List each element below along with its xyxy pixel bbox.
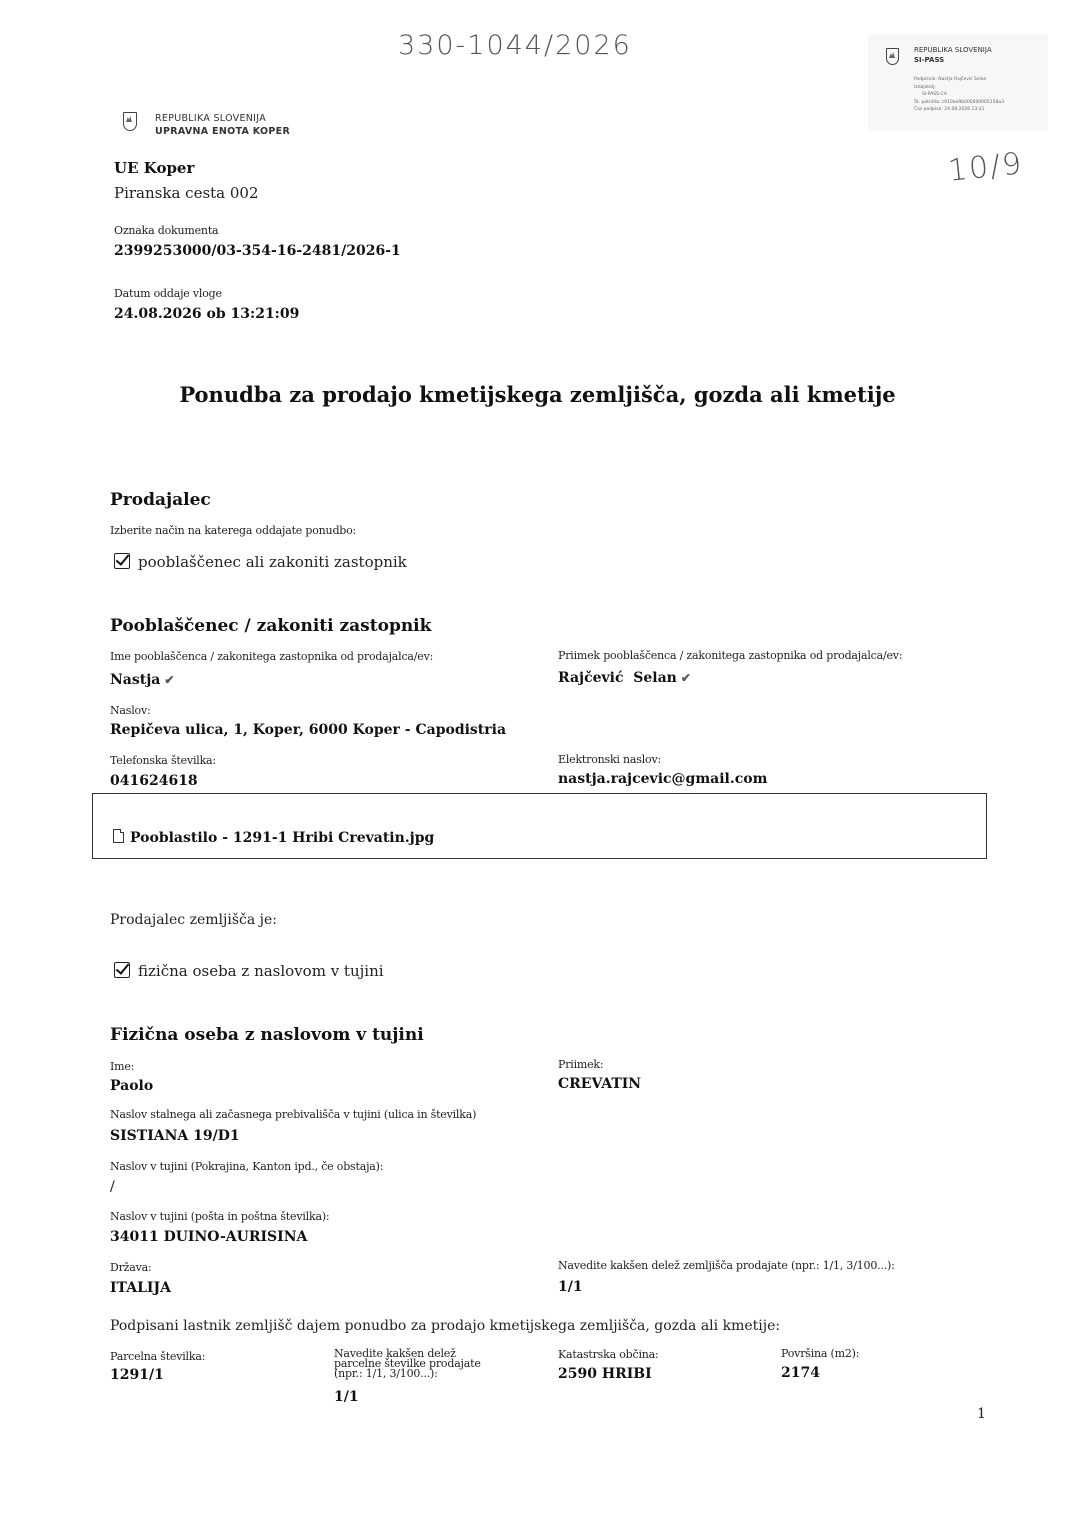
fp-share: 1/1 (558, 1279, 583, 1295)
rep-address-label: Naslov: (110, 704, 151, 717)
stamp-details (914, 76, 1044, 114)
seller-type-prompt: Prodajalec zemljišča je: (110, 912, 277, 928)
submission-date-value: 24.08.2026 ob 13:21:09 (114, 306, 300, 322)
rep-first-name-value: Nastja (110, 672, 161, 688)
checkbox-checked-icon (114, 962, 130, 978)
rep-last-name-label: Priimek pooblaščenca / zakonitega zastopnika od prodajalca/ev: (558, 649, 903, 662)
rep-email: nastja.rajcevic@gmail.com (558, 771, 768, 787)
rep-address: Repičeva ulica, 1, Koper, 6000 Koper - Capodistria (110, 722, 507, 738)
recipient-name: UE Koper (114, 159, 195, 177)
rep-first-name (110, 672, 174, 688)
recipient-address: Piranska cesta 002 (114, 184, 259, 202)
stamp-line1: REPUBLIKA SLOVENIJA (914, 46, 992, 54)
seller-type-option-label: fizična oseba z naslovom v tujini (138, 962, 384, 980)
fp-first-name-label: Ime: (110, 1060, 135, 1073)
attachment-filename: Pooblastilo - 1291-1 Hribi Crevatin.jpg (130, 830, 435, 846)
offer-statement: Podpisani lastnik zemljišč dajem ponudbo za prodajo kmetijskega zemljišča, gozda ali kmetije: (110, 1318, 781, 1334)
area-label: Površina (m2): (781, 1347, 860, 1360)
seller-option-label: pooblaščenec ali zakoniti zastopnik (138, 553, 407, 571)
file-icon (113, 829, 124, 843)
stamp-detail: Št. potrdila: c910ae9b000000005158a3 (914, 99, 1004, 105)
handwritten-page-marker: 10/9 (946, 146, 1025, 189)
stamp-line2: SI-PASS (914, 56, 945, 64)
fp-street-label: Naslov stalnega ali začasnega prebivališča v tujini (ulica in številka) (110, 1108, 477, 1121)
rep-last-name-value: Rajčević Selan (558, 670, 677, 686)
stamp-detail: Čas podpisa: 24.08.2026 13:21 (914, 107, 985, 112)
fp-first-name: Paolo (110, 1078, 154, 1094)
foreign-person-heading: Fizična oseba z naslovom v tujini (110, 1025, 424, 1045)
coat-of-arms-icon (886, 48, 899, 65)
seller-heading: Prodajalec (110, 490, 211, 510)
handwritten-file-number: 330-1044/2026 (398, 30, 632, 61)
cadastral-label: Katastrska občina: (558, 1348, 659, 1361)
fp-country: ITALIJA (110, 1280, 171, 1296)
stamp-detail: Podpisnik: Nastja Rajčević Selan (914, 77, 987, 82)
rep-first-name-label: Ime pooblaščenca / zakonitega zastopnika od prodajalca/ev: (110, 650, 434, 663)
seller-type-option (114, 962, 384, 980)
document-title: Ponudba za prodajo kmetijskega zemljišča, gozda ali kmetije (179, 382, 896, 407)
checkbox-checked-icon (114, 553, 130, 569)
seller-option (114, 553, 407, 571)
parcel-share: 1/1 (334, 1389, 359, 1405)
fp-post-label: Naslov v tujini (pošta in poštna številka): (110, 1210, 330, 1223)
page-number: 1 (977, 1406, 986, 1422)
fp-region: / (110, 1179, 115, 1195)
fp-country-label: Država: (110, 1261, 152, 1274)
org-line1: REPUBLIKA SLOVENIJA (155, 113, 267, 124)
verified-check-icon: ✔ (164, 673, 175, 687)
fp-post: 34011 DUINO-AURISINA (110, 1229, 308, 1245)
seller-prompt: Izberite način na katerega oddajate ponudbo: (110, 524, 357, 537)
fp-street: SISTIANA 19/D1 (110, 1128, 240, 1144)
stamp-detail: Izdajatelj: (914, 84, 936, 90)
parcel-share-label: Navedite kakšen delež parcelne številke prodajate (npr.: 1/1, 3/100...): (334, 1347, 481, 1380)
stamp-detail: SI-PASS-CA (922, 92, 947, 97)
cadastral-municipality: 2590 HRIBI (558, 1366, 652, 1382)
fp-share-label: Navedite kakšen delež zemljišča prodajate (npr.: 1/1, 3/100...): (558, 1259, 895, 1272)
parcel-number: 1291/1 (110, 1367, 164, 1383)
rep-email-label: Elektronski naslov: (558, 753, 661, 766)
rep-phone: 041624618 (110, 773, 198, 789)
area-value: 2174 (781, 1365, 820, 1381)
fp-last-name: CREVATIN (558, 1076, 642, 1092)
rep-phone-label: Telefonska številka: (110, 754, 216, 767)
parcel-label: Parcelna številka: (110, 1350, 206, 1363)
verified-check-icon: ✔ (680, 671, 691, 685)
rep-last-name (558, 670, 691, 686)
representative-heading: Pooblaščenec / zakoniti zastopnik (110, 616, 432, 636)
attachment-box (92, 793, 987, 859)
coat-of-arms-icon (123, 112, 137, 131)
attachment-link[interactable] (113, 829, 434, 846)
document-mark-label: Oznaka dokumenta (114, 224, 219, 237)
document-mark-value: 2399253000/03-354-16-2481/2026-1 (114, 243, 401, 259)
org-line2: UPRAVNA ENOTA KOPER (155, 126, 291, 137)
submission-date-label: Datum oddaje vloge (114, 287, 222, 300)
fp-region-label: Naslov v tujini (Pokrajina, Kanton ipd., če obstaja): (110, 1160, 384, 1173)
signature-stamp (868, 34, 1048, 130)
fp-last-name-label: Priimek: (558, 1058, 604, 1071)
